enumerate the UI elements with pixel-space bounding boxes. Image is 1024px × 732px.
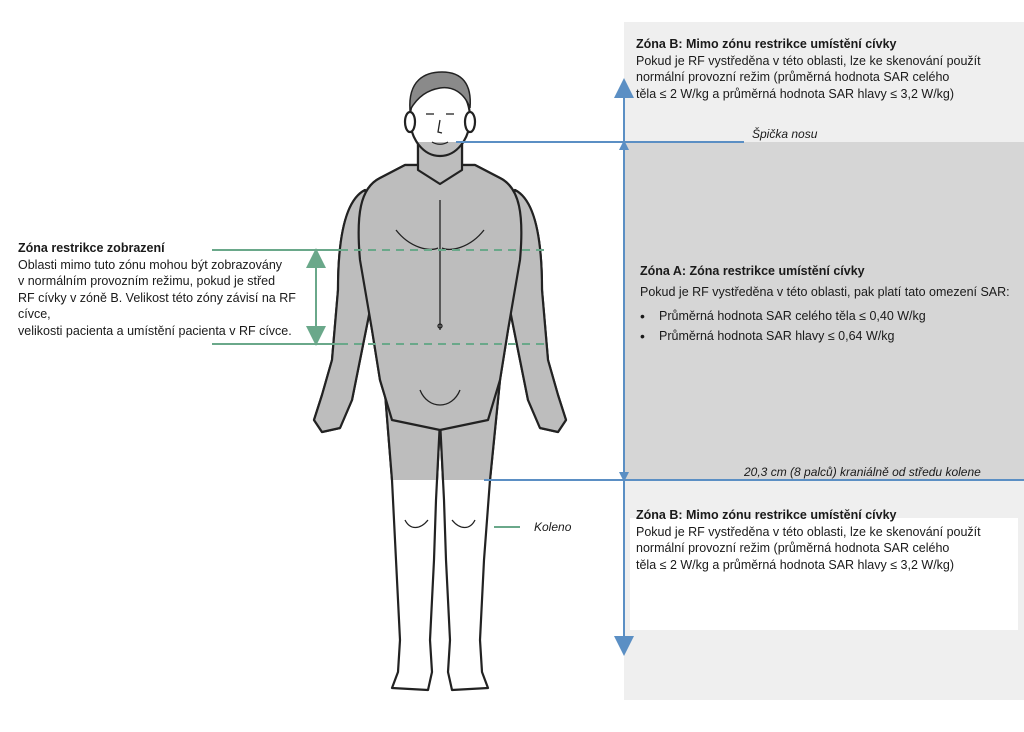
- zone-b-top-text: [636, 36, 986, 102]
- imaging-zone-line2: v normálním provozním režimu, pokud je střed: [18, 274, 276, 288]
- zone-b-bottom-line2: normální provozní režim (průměrná hodnota SAR celého: [636, 541, 950, 555]
- knee-label: Koleno: [534, 520, 572, 534]
- zone-b-bottom-title: Zóna B: Mimo zónu restrikce umístění cívky: [636, 508, 897, 522]
- zone-a-bullet: • Průměrná hodnota SAR celého těla ≤ 0,40 W/kg: [640, 308, 1020, 325]
- imaging-zone-line3: RF cívky v zóně B. Velikost této zóny závisí na RF cívce,: [18, 290, 296, 321]
- imaging-zone-line4: velikosti pacienta a umístění pacienta v RF cívce.: [18, 323, 292, 338]
- zone-b-top-line3: těla ≤ 2 W/kg a průměrná hodnota SAR hlavy ≤ 3,2 W/kg): [636, 86, 955, 101]
- zone-a-intro: Pokud je RF vystředěna v této oblasti, pak platí tato omezení SAR:: [640, 284, 1010, 299]
- zone-b-top-line2: normální provozní režim (průměrná hodnota SAR celého: [636, 70, 950, 84]
- zone-a-text: [640, 263, 1020, 347]
- imaging-zone-text: [18, 240, 318, 339]
- human-figure: [314, 72, 566, 690]
- zone-a-bullet-list: [640, 308, 1020, 344]
- zone-a-bullet: • Průměrná hodnota SAR hlavy ≤ 0,64 W/kg: [640, 328, 1020, 345]
- zone-b-top-line1: Pokud je RF vystředěna v této oblasti, lze ke skenování použít: [636, 53, 981, 68]
- imaging-zone-title: Zóna restrikce zobrazení: [18, 241, 165, 255]
- zone-b-top-title: Zóna B: Mimo zónu restrikce umístění cívky: [636, 37, 897, 51]
- zone-a-title: Zóna A: Zóna restrikce umístění cívky: [640, 264, 865, 278]
- imaging-zone-line1: Oblasti mimo tuto zónu mohou být zobrazovány: [18, 257, 283, 272]
- zone-b-bottom-line3: těla ≤ 2 W/kg a průměrná hodnota SAR hlavy ≤ 3,2 W/kg): [636, 557, 955, 572]
- zone-b-bottom-line1: Pokud je RF vystředěna v této oblasti, lze ke skenování použít: [636, 524, 981, 539]
- nose-tip-label: Špička nosu: [752, 127, 818, 141]
- knee-offset-label: 20,3 cm (8 palců) kraniálně od středu kolene: [744, 465, 981, 479]
- zone-b-bottom-text: [636, 507, 986, 573]
